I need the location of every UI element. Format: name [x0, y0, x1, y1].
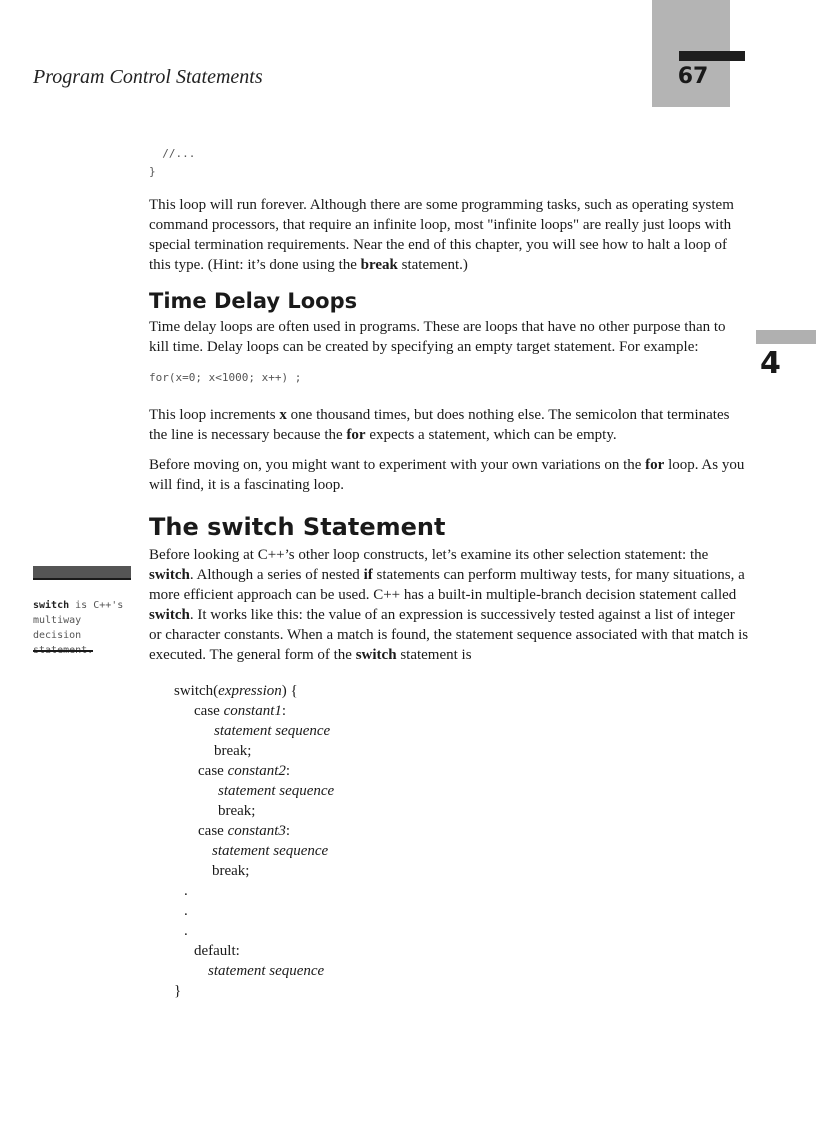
page-tab-bar [679, 51, 745, 61]
paragraph-before-moving: Before moving on, you might want to experiment with your own variations on the for loop. As you will find, it is a fascinating loop. [149, 457, 745, 493]
page-number: 67 [677, 64, 709, 89]
paragraph-switch: Before looking at C++’s other loop constructs, let’s examine its other selection statement: the switch. Although a series of nested if statements can perform multiway tests, for many situations, a more efficient approach can be used. C++ has a built-in multiple-branch decision statement called switch. It works like this: the value of an expression is successively tested against a list of integer or character constants. When a match is found, the statement sequence associated with that match is executed. The general form of the switch statement is [149, 547, 749, 663]
syntax-line: break; [214, 743, 252, 759]
margin-note-rule [33, 650, 93, 652]
section-heading-time-delay: Time Delay Loops [149, 289, 358, 313]
syntax-line: case constant3: [198, 823, 291, 839]
syntax-ellipsis-dot: . [184, 883, 188, 899]
code-fragment-line: } [149, 165, 156, 178]
section-heading-switch: The switch Statement [149, 513, 446, 541]
margin-note [33, 598, 133, 658]
paragraph-time-delay: Time delay loops are often used in programs. These are loops that have no other purpose than to kill time. Delay loops can be created by specifying an empty target statement. For example: [149, 319, 726, 355]
syntax-line: break; [218, 803, 256, 819]
chapter-number: 4 [760, 346, 781, 381]
chapter-tab [756, 330, 816, 344]
switch-syntax-block [149, 681, 749, 1001]
margin-note-text: is C++'s multiway decision [33, 600, 124, 641]
margin-note-keyword: switch [33, 600, 70, 611]
syntax-line: case constant2: [198, 763, 291, 779]
syntax-ellipsis-dot: . [184, 903, 188, 919]
syntax-line: statement sequence [212, 843, 329, 859]
paragraph-infinite-loop: This loop will run forever. Although there are some programming tasks, such as operating system command processors, that require an infinite loop, most "infinite loops" are really just loops with special termination requirements. Near the end of this chapter, you will see how to halt a loop of this type. (Hint: it’s done using the break statement.) [149, 197, 734, 273]
syntax-line: case constant1: [194, 703, 287, 719]
main-content [149, 145, 749, 1001]
code-fragment-line: //... [149, 147, 196, 160]
syntax-line: statement sequence [218, 783, 335, 799]
syntax-line: statement sequence [214, 723, 331, 739]
syntax-line: break; [212, 863, 250, 879]
syntax-line: statement sequence [208, 963, 325, 979]
syntax-ellipsis-dot: . [184, 923, 188, 939]
paragraph-delay-explain: This loop increments x one thousand times, but does nothing else. The semicolon that terminates the line is necessary because the for expects a statement, which can be empty. [149, 407, 730, 443]
syntax-line: default: [194, 943, 240, 959]
code-delay-loop: for(x=0; x<1000; x++) ; [149, 371, 302, 384]
syntax-line: } [174, 983, 182, 999]
running-header: Program Control Statements [33, 66, 263, 88]
margin-note-bar [33, 566, 131, 580]
syntax-line: switch(expression) { [174, 683, 298, 699]
